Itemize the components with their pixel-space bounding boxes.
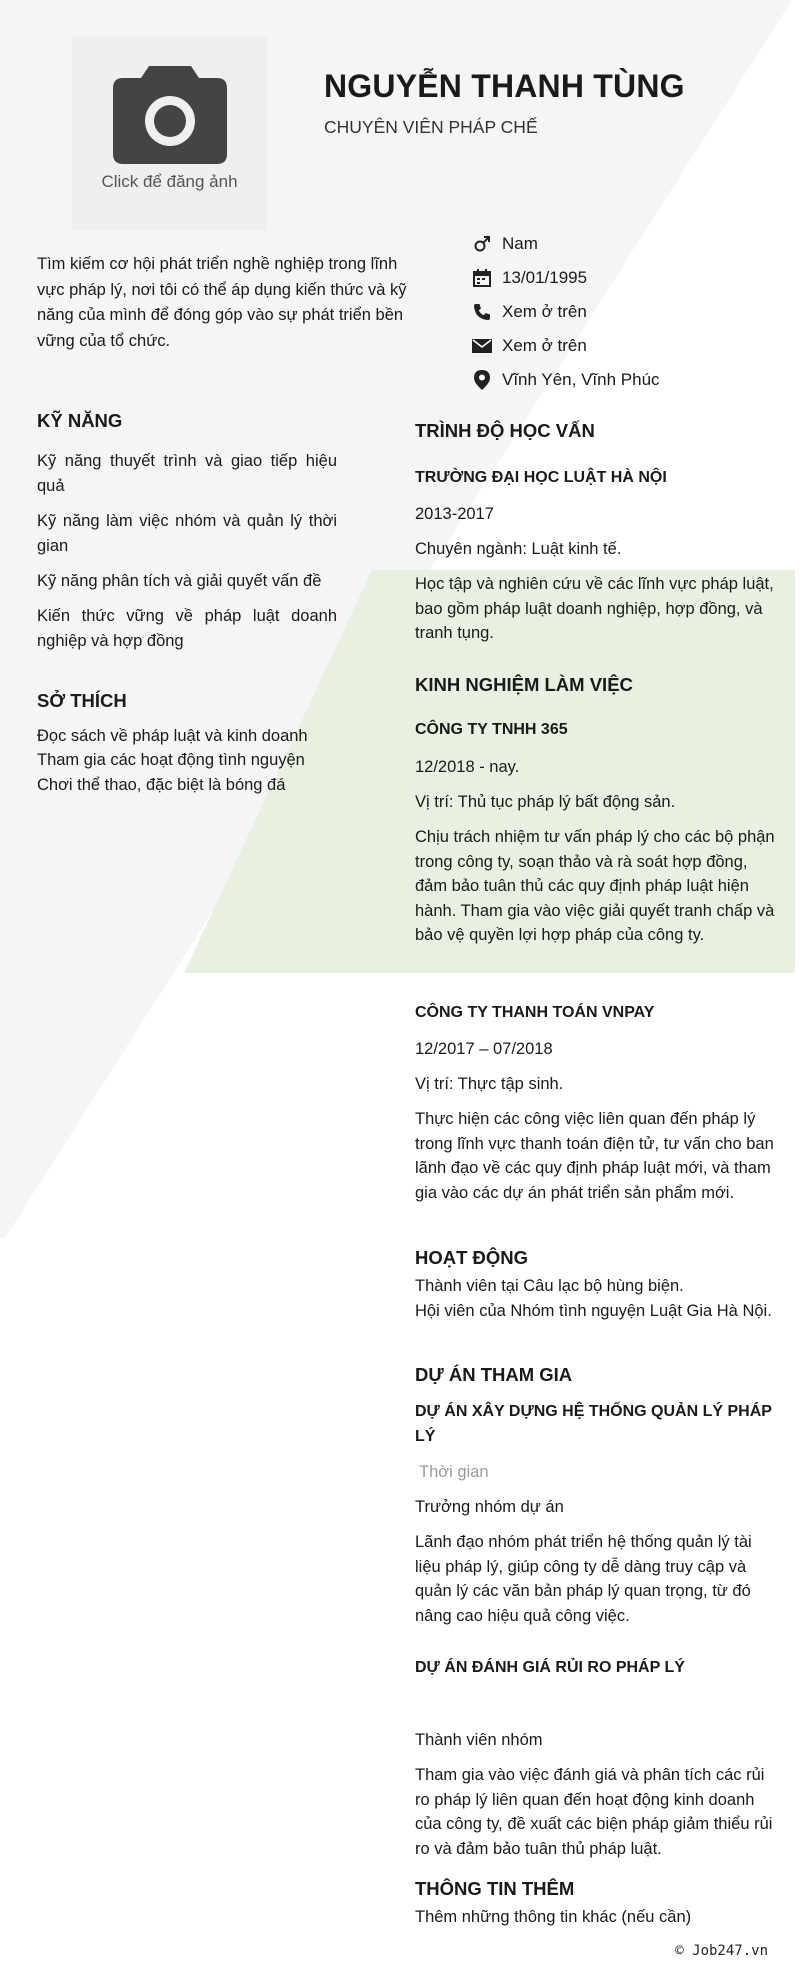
- contact-phone: [472, 300, 587, 324]
- skill-item: Kỹ năng làm việc nhóm và quản lý thời gian: [37, 512, 337, 555]
- contact-address: [472, 368, 660, 392]
- additional-info-heading: THÔNG TIN THÊM: [415, 1878, 575, 1899]
- education-description: Học tập và nghiên cứu về các lĩnh vực pháp luật, bao gồm pháp luật doanh nghiệp, hợp đồng, và tranh tụng.: [415, 575, 774, 642]
- contact-birthday: [472, 266, 587, 290]
- job-company: CÔNG TY THANH TOÁN VNPAY: [415, 1004, 655, 1021]
- activity-item: Thành viên tại Câu lạc bộ hùng biện.: [415, 1277, 684, 1295]
- contact-gender: [472, 232, 538, 256]
- candidate-name: NGUYỄN THANH TÙNG: [324, 68, 685, 104]
- gender-icon: [472, 234, 492, 254]
- skill-item: Kỹ năng phân tích và giải quyết vấn đề: [37, 572, 322, 590]
- project-name: DỰ ÁN ĐÁNH GIÁ RỦI RO PHÁP LÝ: [415, 1659, 685, 1676]
- contact-email: [472, 334, 587, 358]
- additional-info-text: Thêm những thông tin khác (nếu cần): [415, 1908, 692, 1926]
- birthday-value: 13/01/1995: [502, 268, 588, 287]
- projects-heading: DỰ ÁN THAM GIA: [415, 1364, 573, 1385]
- project-role: Trưởng nhóm dự án: [415, 1498, 564, 1516]
- education-heading: TRÌNH ĐỘ HỌC VẤN: [415, 420, 595, 441]
- skills-heading: KỸ NĂNG: [37, 410, 123, 431]
- location-pin-icon: [472, 370, 492, 390]
- photo-upload-box[interactable]: [72, 36, 267, 230]
- education-school: TRƯỜNG ĐẠI HỌC LUẬT HÀ NỘI: [415, 469, 667, 486]
- hobby-item: Đọc sách về pháp luật và kinh doanh: [37, 727, 308, 745]
- job-position: Vị trí: Thực tập sinh.: [415, 1075, 564, 1093]
- career-objective: Tìm kiếm cơ hội phát triển nghề nghiệp trong lĩnh vực pháp lý, nơi tôi có thể áp dụng kiến thức và kỹ năng của mình để đóng góp vào sự phát triển bền vững của tổ chức.: [37, 255, 407, 350]
- hobby-item: Chơi thể thao, đặc biệt là bóng đá: [37, 776, 286, 794]
- education-major: Chuyên ngành: Luật kinh tế.: [415, 540, 622, 558]
- job-company: CÔNG TY TNHH 365: [415, 721, 568, 738]
- project-time-placeholder[interactable]: Thời gian: [419, 1463, 489, 1481]
- address-value: Vĩnh Yên, Vĩnh Phúc: [502, 370, 660, 389]
- education-period: 2013-2017: [415, 505, 494, 523]
- email-icon: [472, 336, 492, 356]
- project-description: Tham gia vào việc đánh giá và phân tích các rủi ro pháp lý liên quan đến hoạt động kinh doanh của công ty, đề xuất các biện pháp giảm thiểu rủi ro và đảm bảo tuân thủ pháp luật.: [415, 1766, 773, 1858]
- job-position: Vị trí: Thủ tục pháp lý bất động sản.: [415, 793, 676, 811]
- photo-upload-label[interactable]: Click để đăng ảnh: [101, 172, 238, 191]
- activities-heading: HOẠT ĐỘNG: [415, 1247, 529, 1268]
- hobbies-heading: SỞ THÍCH: [37, 690, 127, 711]
- hobby-item: Tham gia các hoạt động tình nguyện: [37, 751, 305, 769]
- phone-icon: [472, 302, 492, 322]
- camera-icon: [111, 62, 229, 166]
- job-period: 12/2017 – 07/2018: [415, 1040, 553, 1058]
- project-role: Thành viên nhóm: [415, 1731, 543, 1749]
- project-name: DỰ ÁN XÂY DỰNG HỆ THỐNG QUẢN LÝ PHÁP LÝ: [415, 1403, 772, 1445]
- activity-item: Hội viên của Nhóm tình nguyện Luật Gia Hà Nội.: [415, 1302, 772, 1320]
- job-period: 12/2018 - nay.: [415, 758, 520, 776]
- experience-heading: KINH NGHIỆM LÀM VIỆC: [415, 674, 633, 695]
- email-value: Xem ở trên: [502, 336, 587, 355]
- project-description: Lãnh đạo nhóm phát triển hệ thống quản lý tài liệu pháp lý, giúp công ty dễ dàng truy cập và quản lý các văn bản pháp lý quan trọng, từ đó nâng cao hiệu quả công việc.: [415, 1533, 752, 1625]
- gender-value: Nam: [502, 234, 538, 253]
- skill-item: Kiến thức vững về pháp luật doanh nghiệp và hợp đồng: [37, 607, 337, 650]
- job-description: Chịu trách nhiệm tư vấn pháp lý cho các bộ phận trong công ty, soạn thảo và rà soát hợp đồng, đảm bảo tuân thủ các quy định pháp luật hiện hành. Tham gia vào việc giải quyết tranh chấp và bảo vệ quyền lợi hợp pháp của công ty.: [415, 828, 775, 944]
- candidate-title: CHUYÊN VIÊN PHÁP CHẾ: [324, 117, 538, 137]
- job-description: Thực hiện các công việc liên quan đến pháp lý trong lĩnh vực thanh toán điện tử, tư vấn cho ban lãnh đạo về các quy định pháp luật mới, và tham gia vào các dự án phát triển sản phẩm mới.: [415, 1110, 774, 1202]
- skill-item: Kỹ năng thuyết trình và giao tiếp hiệu quả: [37, 452, 337, 495]
- footer-watermark: © Job247.vn: [675, 1943, 768, 1959]
- calendar-icon: [472, 268, 492, 288]
- phone-value: Xem ở trên: [502, 302, 587, 321]
